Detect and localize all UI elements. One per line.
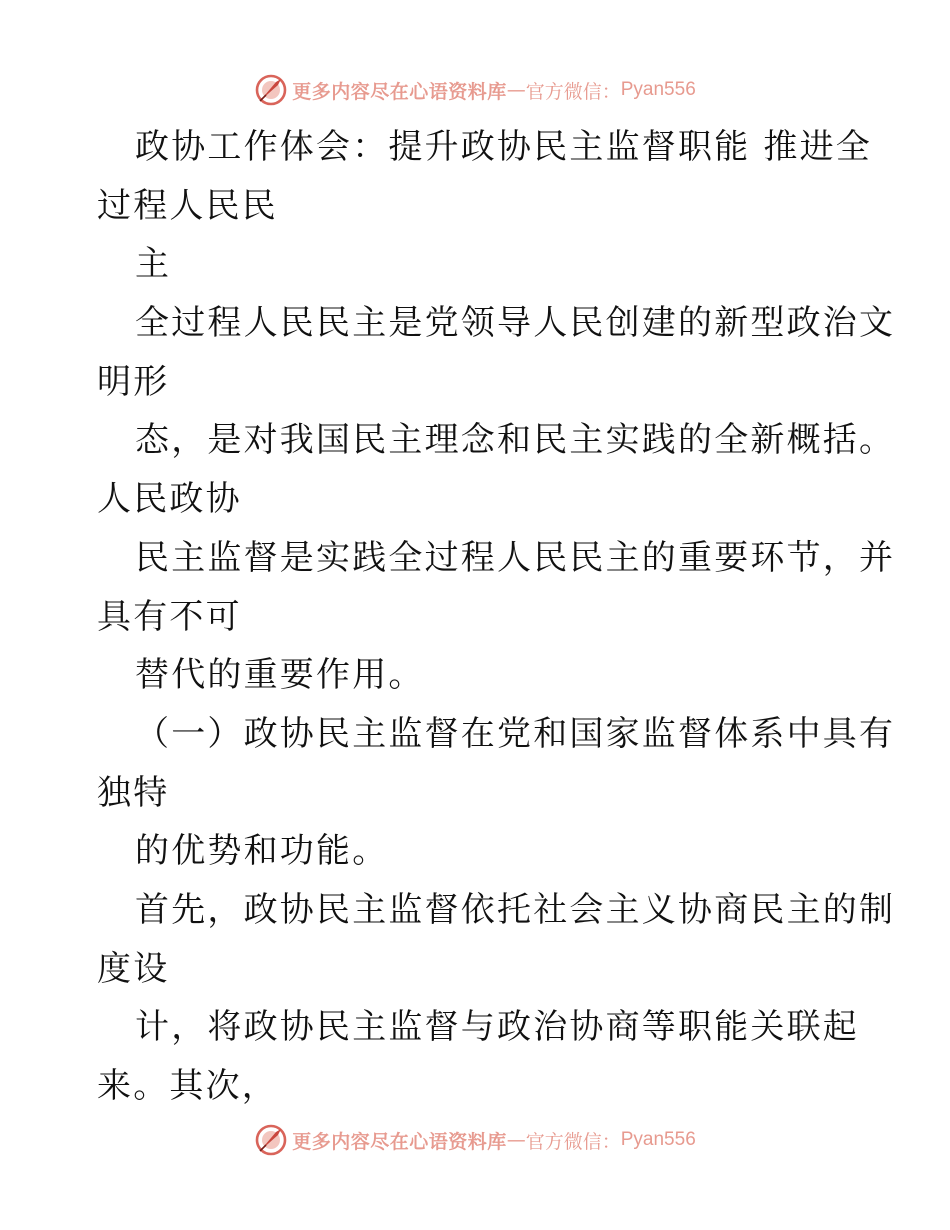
section-heading-line: （一）政协民主监督在党和国家监督体系中具有: [135, 713, 896, 754]
paragraph-line: 计，将政协民主监督与政治协商等职能关联起: [135, 1007, 859, 1048]
watermark-site-text: 更多内容尽在心语资料库: [292, 80, 507, 103]
paragraph-line: 全过程人民民主是党领导人民创建的新型政治文: [135, 303, 896, 344]
paragraph-line: 的优势和功能。: [135, 831, 389, 872]
watermark-id: Pyan556: [620, 79, 696, 100]
paragraph-line: 度设: [97, 948, 170, 989]
quill-pen-logo-icon: [254, 1123, 288, 1157]
section-heading-line: 独特: [97, 772, 170, 813]
paragraph-line: 首先，政协民主监督依托社会主义协商民主的制: [135, 889, 896, 930]
watermark-dash: —: [506, 79, 526, 101]
document-body: [97, 118, 896, 1116]
header-watermark: [0, 70, 950, 110]
watermark-label: 官方微信：: [525, 1130, 621, 1153]
paragraph-line: 具有不可: [97, 596, 242, 637]
quill-pen-logo-icon: [254, 73, 288, 107]
paragraph-line: 人民政协: [97, 479, 242, 520]
document-title-line-3: 主: [135, 244, 172, 285]
document-title-line-2: 过程人民民: [97, 185, 278, 226]
watermark-site-text: 更多内容尽在心语资料库: [292, 1130, 507, 1153]
document-title-line-1: 政协工作体会：提升政协民主监督职能 推进全: [135, 127, 873, 167]
paragraph-line: 来。其次，: [97, 1066, 278, 1106]
watermark-id: Pyan556: [620, 1129, 696, 1150]
paragraph-line: 明形: [97, 361, 170, 402]
watermark-dash: —: [506, 1129, 526, 1151]
paragraph-line: 民主监督是实践全过程人民民主的重要环节，并: [135, 537, 896, 578]
paragraph-line: 态，是对我国民主理念和民主实践的全新概括。: [135, 420, 896, 461]
paragraph-line: 替代的重要作用。: [135, 655, 425, 696]
footer-watermark: [0, 1120, 950, 1160]
watermark-label: 官方微信：: [525, 80, 621, 103]
